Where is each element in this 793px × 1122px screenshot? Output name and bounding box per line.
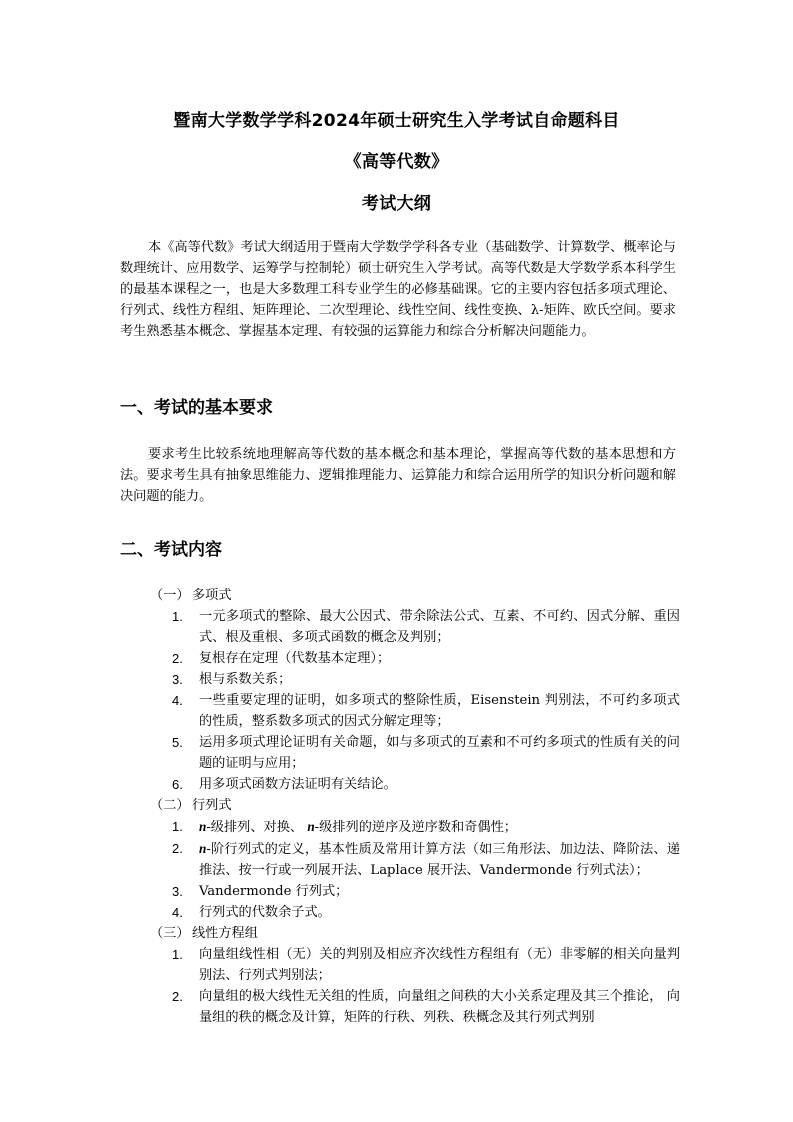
list-item	[150, 774, 680, 795]
item-number: 1.	[172, 819, 183, 834]
course-title: 《高等代数》	[344, 152, 449, 172]
list-item	[150, 944, 680, 986]
list-item	[150, 986, 680, 1028]
subsection-determinants	[150, 795, 680, 816]
document-title: 暨南大学数学学科2024年硕士研究生入学考试自命题科目	[173, 111, 620, 131]
list-item	[150, 648, 680, 669]
item-number: 2.	[172, 841, 183, 856]
subsection-number: （二）	[150, 798, 190, 813]
item-text: 运用多项式理论证明有关命题，如与多项式的互素和不可约多项式的性质有关的问题的证明与应用；	[199, 735, 680, 771]
math-variable-n: n	[307, 819, 315, 834]
item-text: 用多项式函数方法证明有关结论。	[199, 777, 397, 792]
subsection-number: （三）	[150, 926, 190, 941]
subsection-title: 行列式	[192, 798, 232, 813]
math-variable-n: n	[199, 819, 207, 834]
item-number: 3.	[172, 884, 183, 899]
section-heading-content: 二、考试内容	[120, 540, 222, 560]
item-text: 复根存在定理（代数基本定理）；	[199, 651, 391, 666]
item-text: 根与系数关系；	[199, 672, 292, 687]
list-item	[150, 669, 680, 690]
item-number: 2.	[172, 989, 183, 1004]
item-number: 3.	[172, 672, 183, 687]
item-number: 5.	[172, 735, 183, 750]
list-item	[150, 606, 680, 648]
item-text-part: -级排列的逆序及逆序数和奇偶性；	[314, 820, 517, 835]
item-text: 一些重要定理的证明，如多项式的整除性质，Eisenstein 判别法，不可约多项式的性质，整系数多项式的因式分解定理等；	[199, 693, 680, 729]
content-outline	[150, 585, 680, 1028]
outline-title: 考试大纲	[361, 194, 432, 214]
item-number: 4.	[172, 905, 183, 920]
list-item	[150, 690, 680, 732]
item-number: 6.	[172, 777, 183, 792]
section-heading-requirements: 一、考试的基本要求	[120, 398, 273, 418]
item-text: Vandermonde 行列式；	[199, 884, 349, 899]
item-number: 1.	[172, 609, 183, 624]
item-text-part: -阶行列式的定义，基本性质及常用计算方法（如三角形法、加边法、降阶法、递推法、按一行或一列展开法、Laplace 展开法、Vandermonde 行列式法）；	[199, 842, 680, 878]
item-text	[199, 816, 680, 838]
list-item	[150, 732, 680, 774]
list-item	[150, 881, 680, 902]
list-item	[150, 838, 680, 881]
subsection-polynomials	[150, 585, 680, 606]
math-variable-n: n	[199, 841, 207, 856]
list-item	[150, 902, 680, 923]
item-text	[199, 838, 680, 881]
item-number: 2.	[172, 651, 183, 666]
requirements-paragraph: 要求考生比较系统地理解高等代数的基本概念和基本理论，掌握高等代数的基本思想和方法。要求考生具有抽象思维能力、逻辑推理能力、运算能力和综合运用所学的知识分析问题和解决问题的能力。	[120, 447, 676, 504]
item-text: 向量组线性相（无）关的判别及相应齐次线性方程组有（无）非零解的相关向量判别法、行列式判别法；	[199, 947, 680, 983]
subsection-title: 线性方程组	[192, 926, 258, 941]
item-number: 4.	[172, 693, 183, 708]
subsection-linear-equations	[150, 923, 680, 944]
subsection-title: 多项式	[192, 588, 232, 603]
item-text: 一元多项式的整除、最大公因式、带余除法公式、互素、不可约、因式分解、重因式、根及重根、多项式函数的概念及判别；	[199, 609, 680, 645]
list-item	[150, 816, 680, 838]
item-number: 1.	[172, 947, 183, 962]
item-text: 向量组的极大线性无关组的性质，向量组之间秩的大小关系定理及其三个推论， 向量组的秩的概念及计算，矩阵的行秩、列秩、秩概念及其行列式判别	[199, 989, 680, 1025]
subsection-number: （一）	[150, 588, 190, 603]
intro-paragraph: 本《高等代数》考试大纲适用于暨南大学数学学科各专业（基础数学、计算数学、概率论与数理统计、应用数学、运筹学与控制轮）硕士研究生入学考试。高等代数是大学数学系本科学生的最基本课程之一，也是大多数理工科专业学生的必修基础课。它的主要内容包括多项式理论、行列式、线性方程组、矩阵理论、二次型理论、线性空间、线性变换、λ-矩阵、欧氏空间。要求考生熟悉基本概念、掌握基本定理、有较强的运算能力和综合分析解决问题能力。	[120, 240, 676, 339]
item-text: 行列式的代数余子式。	[199, 905, 331, 920]
item-text-part: -级排列、对换、	[206, 820, 304, 835]
